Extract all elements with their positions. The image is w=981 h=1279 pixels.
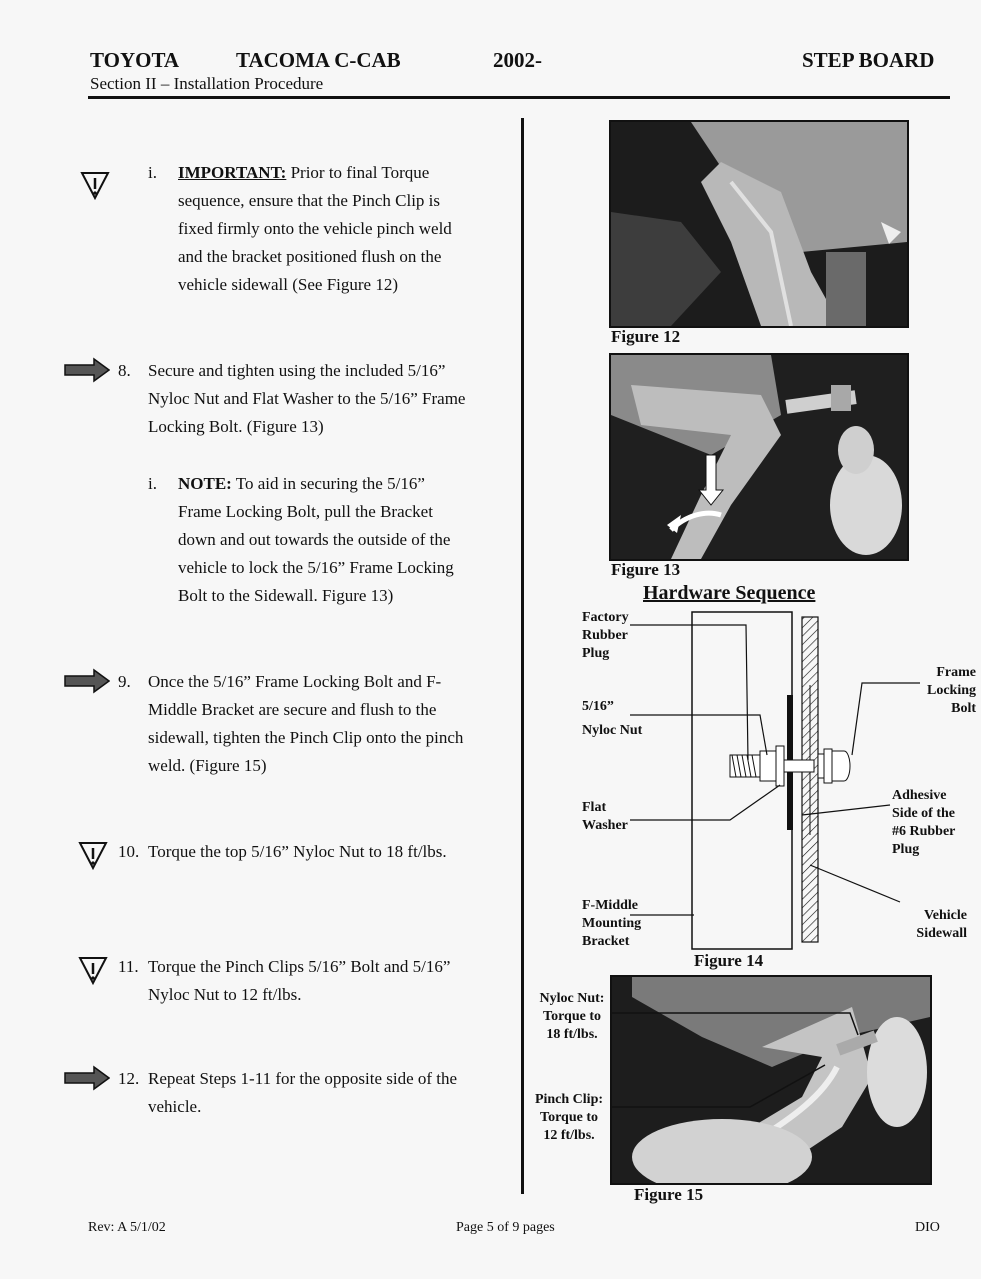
step-8-line: Nyloc Nut and Flat Washer to the 5/16” Frame <box>148 389 466 408</box>
step-i2-line: down and out towards the outside of the <box>178 530 451 549</box>
figure-14-caption: Figure 14 <box>694 951 764 970</box>
footer-page-number: Page 5 of 9 pages <box>456 1220 555 1235</box>
figure-12-photo <box>609 120 909 328</box>
figure-15-caption: Figure 15 <box>634 1185 704 1204</box>
step-12-line: vehicle. <box>148 1097 202 1116</box>
fig14-label-adhesive <box>892 787 955 859</box>
header-rule <box>88 96 950 99</box>
label-line: Torque to <box>543 1009 601 1024</box>
label-line: Vehicle <box>923 908 967 923</box>
step-i1-marker: i. <box>148 163 157 182</box>
label-line: Rubber <box>582 628 628 643</box>
step-i2-lead: NOTE: <box>178 474 232 493</box>
step-9-text <box>148 668 520 780</box>
step-i1-line: fixed firmly onto the vehicle pinch weld <box>178 219 452 238</box>
label-line: Locking <box>926 683 976 698</box>
step-10-line: Torque the top 5/16” Nyloc Nut to 18 ft/lbs. <box>148 842 447 861</box>
label-line: Pinch Clip: <box>534 1092 604 1107</box>
step-i1-line: Prior to final Torque <box>290 163 430 182</box>
step-8-marker: 8. <box>118 361 131 380</box>
step-i2-line: Frame Locking Bolt, pull the Bracket <box>178 502 433 521</box>
step-11-marker: 11. <box>118 957 139 976</box>
step-9-line: Middle Bracket are secure and flush to the <box>148 700 437 719</box>
fig14-label-washer <box>582 799 628 835</box>
label-line: Sidewall <box>916 926 967 941</box>
step-11-line: Torque the Pinch Clips 5/16” Bolt and 5/16” <box>148 957 451 976</box>
fig15-label-nyloc <box>534 990 610 1044</box>
step-i1-lead: IMPORTANT: <box>178 163 287 182</box>
step-12-line: Repeat Steps 1-11 for the opposite side of the <box>148 1069 458 1088</box>
step-i1-line: vehicle sidewall (See Figure 12) <box>178 275 398 294</box>
fig14-label-factory-plug <box>582 609 629 663</box>
label-line: Factory <box>582 610 629 625</box>
fig15-label-pinch <box>528 1091 610 1145</box>
label-line: 18 ft/lbs. <box>546 1027 598 1042</box>
header-product: STEP BOARD <box>802 48 935 72</box>
step-i2-line: Bolt to the Sidewall. Figure 13) <box>178 586 394 605</box>
label-line: F-Middle <box>582 898 638 913</box>
fig14-label-nut-size: 5/16” <box>582 699 614 714</box>
step-10-text <box>148 838 520 866</box>
step-9-line: weld. (Figure 15) <box>148 756 267 775</box>
arrow-right-icon <box>64 668 110 694</box>
label-line: Adhesive <box>892 788 947 803</box>
fig14-label-sidewall <box>916 907 967 943</box>
figure-13-photo <box>609 353 909 561</box>
step-12-text <box>148 1065 520 1121</box>
label-line: Bracket <box>582 934 630 949</box>
figure-12-caption: Figure 12 <box>611 327 681 346</box>
fig14-label-bracket <box>582 897 641 951</box>
arrow-right-icon <box>64 1065 110 1091</box>
label-line: Side of the <box>892 806 955 821</box>
step-i1-line: sequence, ensure that the Pinch Clip is <box>178 191 441 210</box>
arrow-right-icon <box>64 357 110 383</box>
step-i1-line: and the bracket positioned flush on the <box>178 247 442 266</box>
label-line: 12 ft/lbs. <box>543 1128 595 1143</box>
step-11-line: Nyloc Nut to 12 ft/lbs. <box>148 985 302 1004</box>
fig14-label-nyloc: Nyloc Nut <box>582 723 643 738</box>
step-9-line: Once the 5/16” Frame Locking Bolt and F- <box>148 672 442 691</box>
step-i1-text <box>178 159 518 299</box>
warning-triangle-icon <box>80 170 110 200</box>
step-12-marker: 12. <box>118 1069 140 1088</box>
step-11-text <box>148 953 520 1009</box>
label-line: Torque to <box>540 1110 598 1125</box>
label-line: Bolt <box>951 701 976 716</box>
warning-triangle-icon <box>78 840 108 870</box>
label-line: Flat <box>582 800 607 815</box>
step-8-line: Secure and tighten using the included 5/16” <box>148 361 446 380</box>
step-8-line: Locking Bolt. (Figure 13) <box>148 417 324 436</box>
header-section: Section II – Installation Procedure <box>90 74 324 93</box>
footer-code: DIO <box>915 1220 940 1235</box>
step-i2-line: To aid in securing the 5/16” <box>235 474 425 493</box>
fig14-label-frame-bolt <box>927 664 976 718</box>
header-model: TACOMA C-CAB <box>236 48 401 72</box>
footer-revision: Rev: A 5/1/02 <box>88 1220 166 1235</box>
hardware-sequence-title: Hardware Sequence <box>643 582 816 604</box>
header-year: 2002- <box>493 48 542 72</box>
label-line: Mounting <box>582 916 642 931</box>
label-line: Plug <box>892 842 920 857</box>
figure-13-caption: Figure 13 <box>611 560 681 579</box>
header-make: TOYOTA <box>90 48 180 72</box>
label-line: Washer <box>582 818 628 833</box>
step-10-marker: 10. <box>118 842 140 861</box>
label-line: #6 Rubber <box>892 824 956 839</box>
step-i2-text <box>178 470 518 610</box>
label-line: Plug <box>582 646 610 661</box>
label-line: Nyloc Nut: <box>539 991 605 1006</box>
step-9-marker: 9. <box>118 672 131 691</box>
step-i2-line: vehicle to lock the 5/16” Frame Locking <box>178 558 454 577</box>
label-line: Frame <box>936 665 976 680</box>
step-i2-marker: i. <box>148 474 157 493</box>
step-9-line: sidewall, tighten the Pinch Clip onto the pinch <box>148 728 464 747</box>
warning-triangle-icon <box>78 955 108 985</box>
step-8-text <box>148 357 520 441</box>
